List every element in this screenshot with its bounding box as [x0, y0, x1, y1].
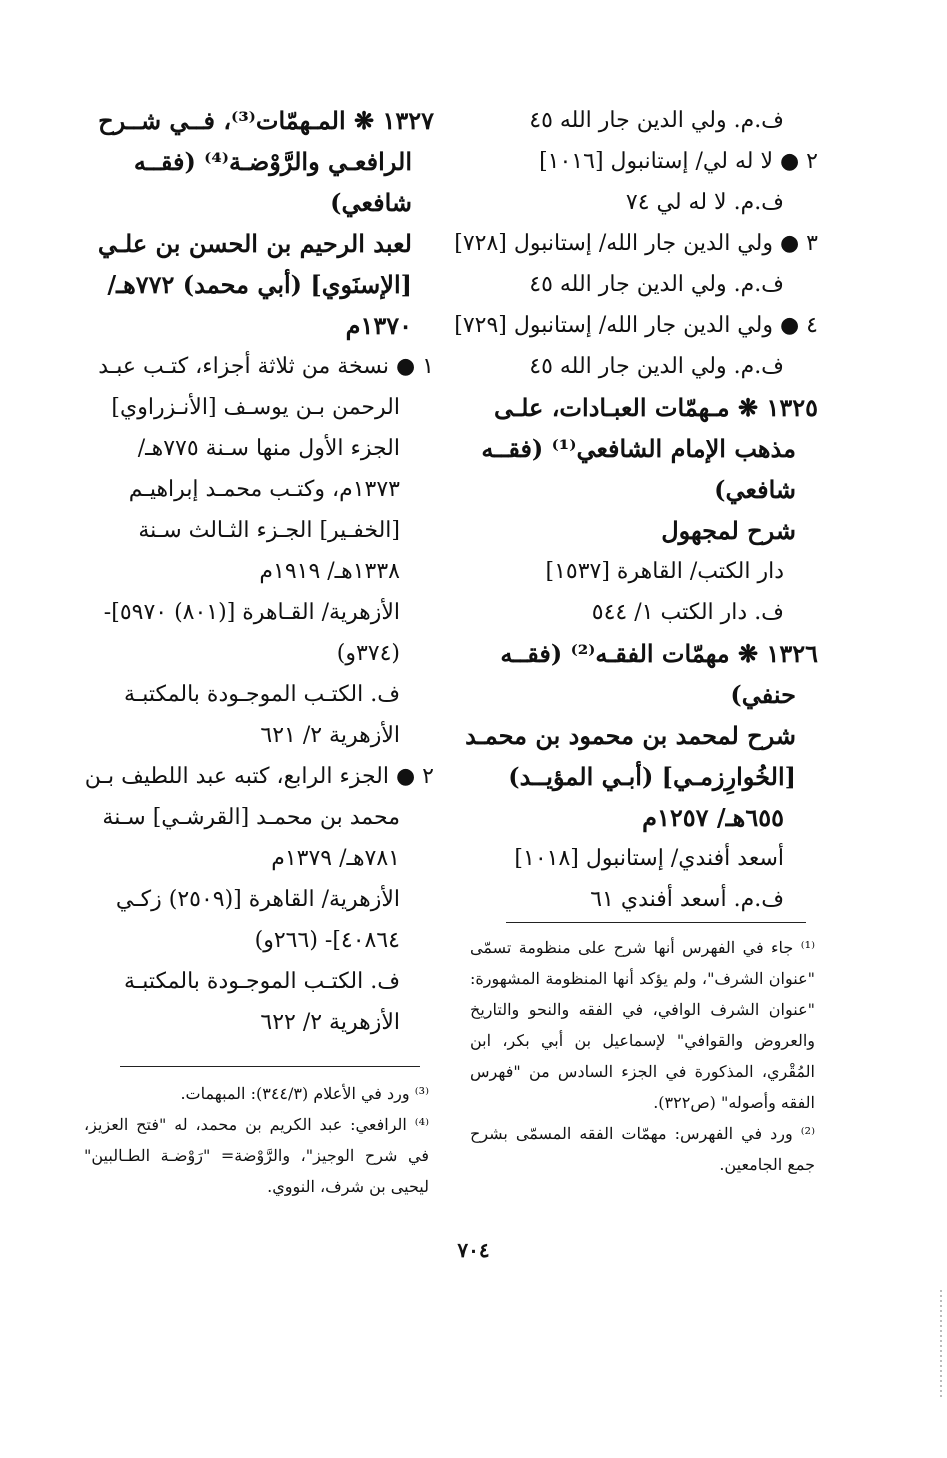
footnote: ⁽²⁾ ورد في الفهرس: مهمّات الفقه المسمّى بشرح جمع الجامعين. — [470, 1124, 815, 1174]
text-line: الأزهرية ٢/ ٦٢١ — [260, 723, 400, 748]
text-line: ١ ● نسخة من ثلاثة أجزاء، كتـب عبـد — [98, 354, 434, 379]
text-line: ٦٥٥هـ/ ١٢٥٧م — [642, 803, 784, 832]
text-line: شرح لمحمد بن محمود بن محمـد — [465, 721, 796, 750]
text-line: شرح لمجهول — [661, 516, 796, 545]
text-line: ف. الكتـب الموجـودة بالمكتبـة — [124, 969, 400, 994]
text-line: ١٣٧٣م، وكتـب محمـد إبراهيـم — [128, 477, 400, 502]
text-line: ١٣٢٥ ❋ مـهمّات العبـادات، علـى — [494, 393, 818, 422]
text-line: محمد بن محمـد [القرشـي] سـنة — [102, 805, 400, 830]
text-line: ٤٠٨٦٤]- (٢٦٦و) — [254, 928, 400, 953]
right-footnotes — [470, 932, 815, 1180]
text-line: الجزء الأول منها سـنة ٧٧٥هـ/ — [137, 436, 400, 461]
footnote-divider-right — [506, 922, 806, 923]
text-line: ١٣٢٧ ❋ المـهمّات⁽³⁾، فــي شــرح — [98, 106, 434, 135]
text-line: مذهب الإمام الشافعي⁽¹⁾ (فقــه — [481, 434, 796, 463]
text-line: ف.م. أسعد أفندي ٦١ — [590, 887, 784, 912]
text-line: حنفي) — [730, 680, 796, 709]
text-line: لعبد الرحيم بن الحسن بن علـي — [97, 229, 412, 258]
left-column — [84, 100, 434, 1043]
page-number: ٧٠٤ — [457, 1238, 490, 1262]
text-line: ف.م. لا له لي ٧٤ — [625, 190, 784, 215]
text-line: ٤ ● ولي الدين جار الله/ إستانبول [٧٢٩] — [454, 313, 818, 338]
text-line: ٢ ● الجزء الرابع، كتبه عبد اللطيف بـن — [84, 764, 434, 789]
text-line: ف. دار الكتب ١/ ٥٤٤ — [591, 600, 784, 625]
text-line: شافعي) — [714, 475, 796, 504]
text-line: [الخفـير] الجـزء الثـالث سـنة — [138, 518, 400, 543]
text-line: ١٣٣٨هـ/ ١٩١٩م — [259, 559, 400, 584]
text-line: ٣ ● ولي الدين جار الله/ إستانبول [٧٢٨] — [454, 231, 818, 256]
text-line: ف.م. ولي الدين جار الله ٤٥ — [529, 272, 784, 297]
text-line: دار الكتب/ القاهرة [١٥٣٧] — [545, 559, 784, 584]
text-line: الأزهرية/ القـاهرة [(٨٠١) ٥٩٧٠]- — [103, 600, 400, 625]
right-column — [454, 100, 818, 920]
text-line: الأزهرية ٢/ ٦٢٢ — [260, 1010, 400, 1035]
text-line: [الخُوارِزمـي] (أبـي المؤيــد) — [508, 762, 796, 791]
text-line: ف.م. ولي الدين جار الله ٤٥ — [529, 354, 784, 379]
text-line: ٢ ● لا له لي/ إستانبول [١٠١٦] — [539, 149, 818, 174]
left-footnotes — [84, 1078, 429, 1202]
text-line: الأزهرية/ القاهرة [(٢٥٠٩) زكـي — [115, 887, 400, 912]
text-line: ١٣٧٠م — [345, 311, 412, 340]
text-line: ١٣٢٦ ❋ مهمّات الفقـه⁽²⁾ (فقــه — [500, 639, 818, 668]
footnote: ⁽³⁾ ورد في الأعلام (٣٤٤/٣): المبهمات. — [180, 1084, 429, 1103]
text-line: (٣٧٤و) — [336, 641, 400, 666]
text-line: [الإسنَوي] (أبي محمد) ٧٧٢هـ/ — [107, 270, 412, 299]
text-line: الرحمن بـن يوسـف [الأنـزراوي] — [111, 395, 400, 420]
text-line: أسعد أفندي/ إستانبول [١٠١٨] — [514, 846, 784, 871]
text-line: ٧٨١هـ/ ١٣٧٩م — [271, 846, 400, 871]
text-line: ف. الكتـب الموجـودة بالمكتبـة — [124, 682, 400, 707]
text-line: شافعي) — [330, 188, 412, 217]
footnote: ⁽¹⁾ جاء في الفهرس أنها شرح على منظومة تسمّى "عنوان الشرف"، ولم يؤكد أنها المنظومة المشهورة: "عنوان الشرف الوافي، في الفقه والنحو والتاريخ والعروض والقوافي" لإسماعيل بن أبي بكر، ابن المُقْري، المذكورة في الجزء السادس من "فهرس الفقه وأصوله" (ص٣٢٢). — [470, 938, 815, 1112]
text-line: ف.م. ولي الدين جار الله ٤٥ — [529, 108, 784, 133]
text-line: الرافعـي والرَّوْضـة⁽⁴⁾ (فقــه — [133, 147, 412, 176]
scan-edge-marks — [940, 1290, 942, 1400]
footnote-divider-left — [120, 1066, 420, 1067]
footnote: ⁽⁴⁾ الرافعي: عبد الكريم بن محمد، له "فتح العزيز، في شرح الوجيز"، والرَّوْضة= "رَوْضـة الطـالبين" ليحيى بن شرف، النووي. — [84, 1115, 429, 1196]
